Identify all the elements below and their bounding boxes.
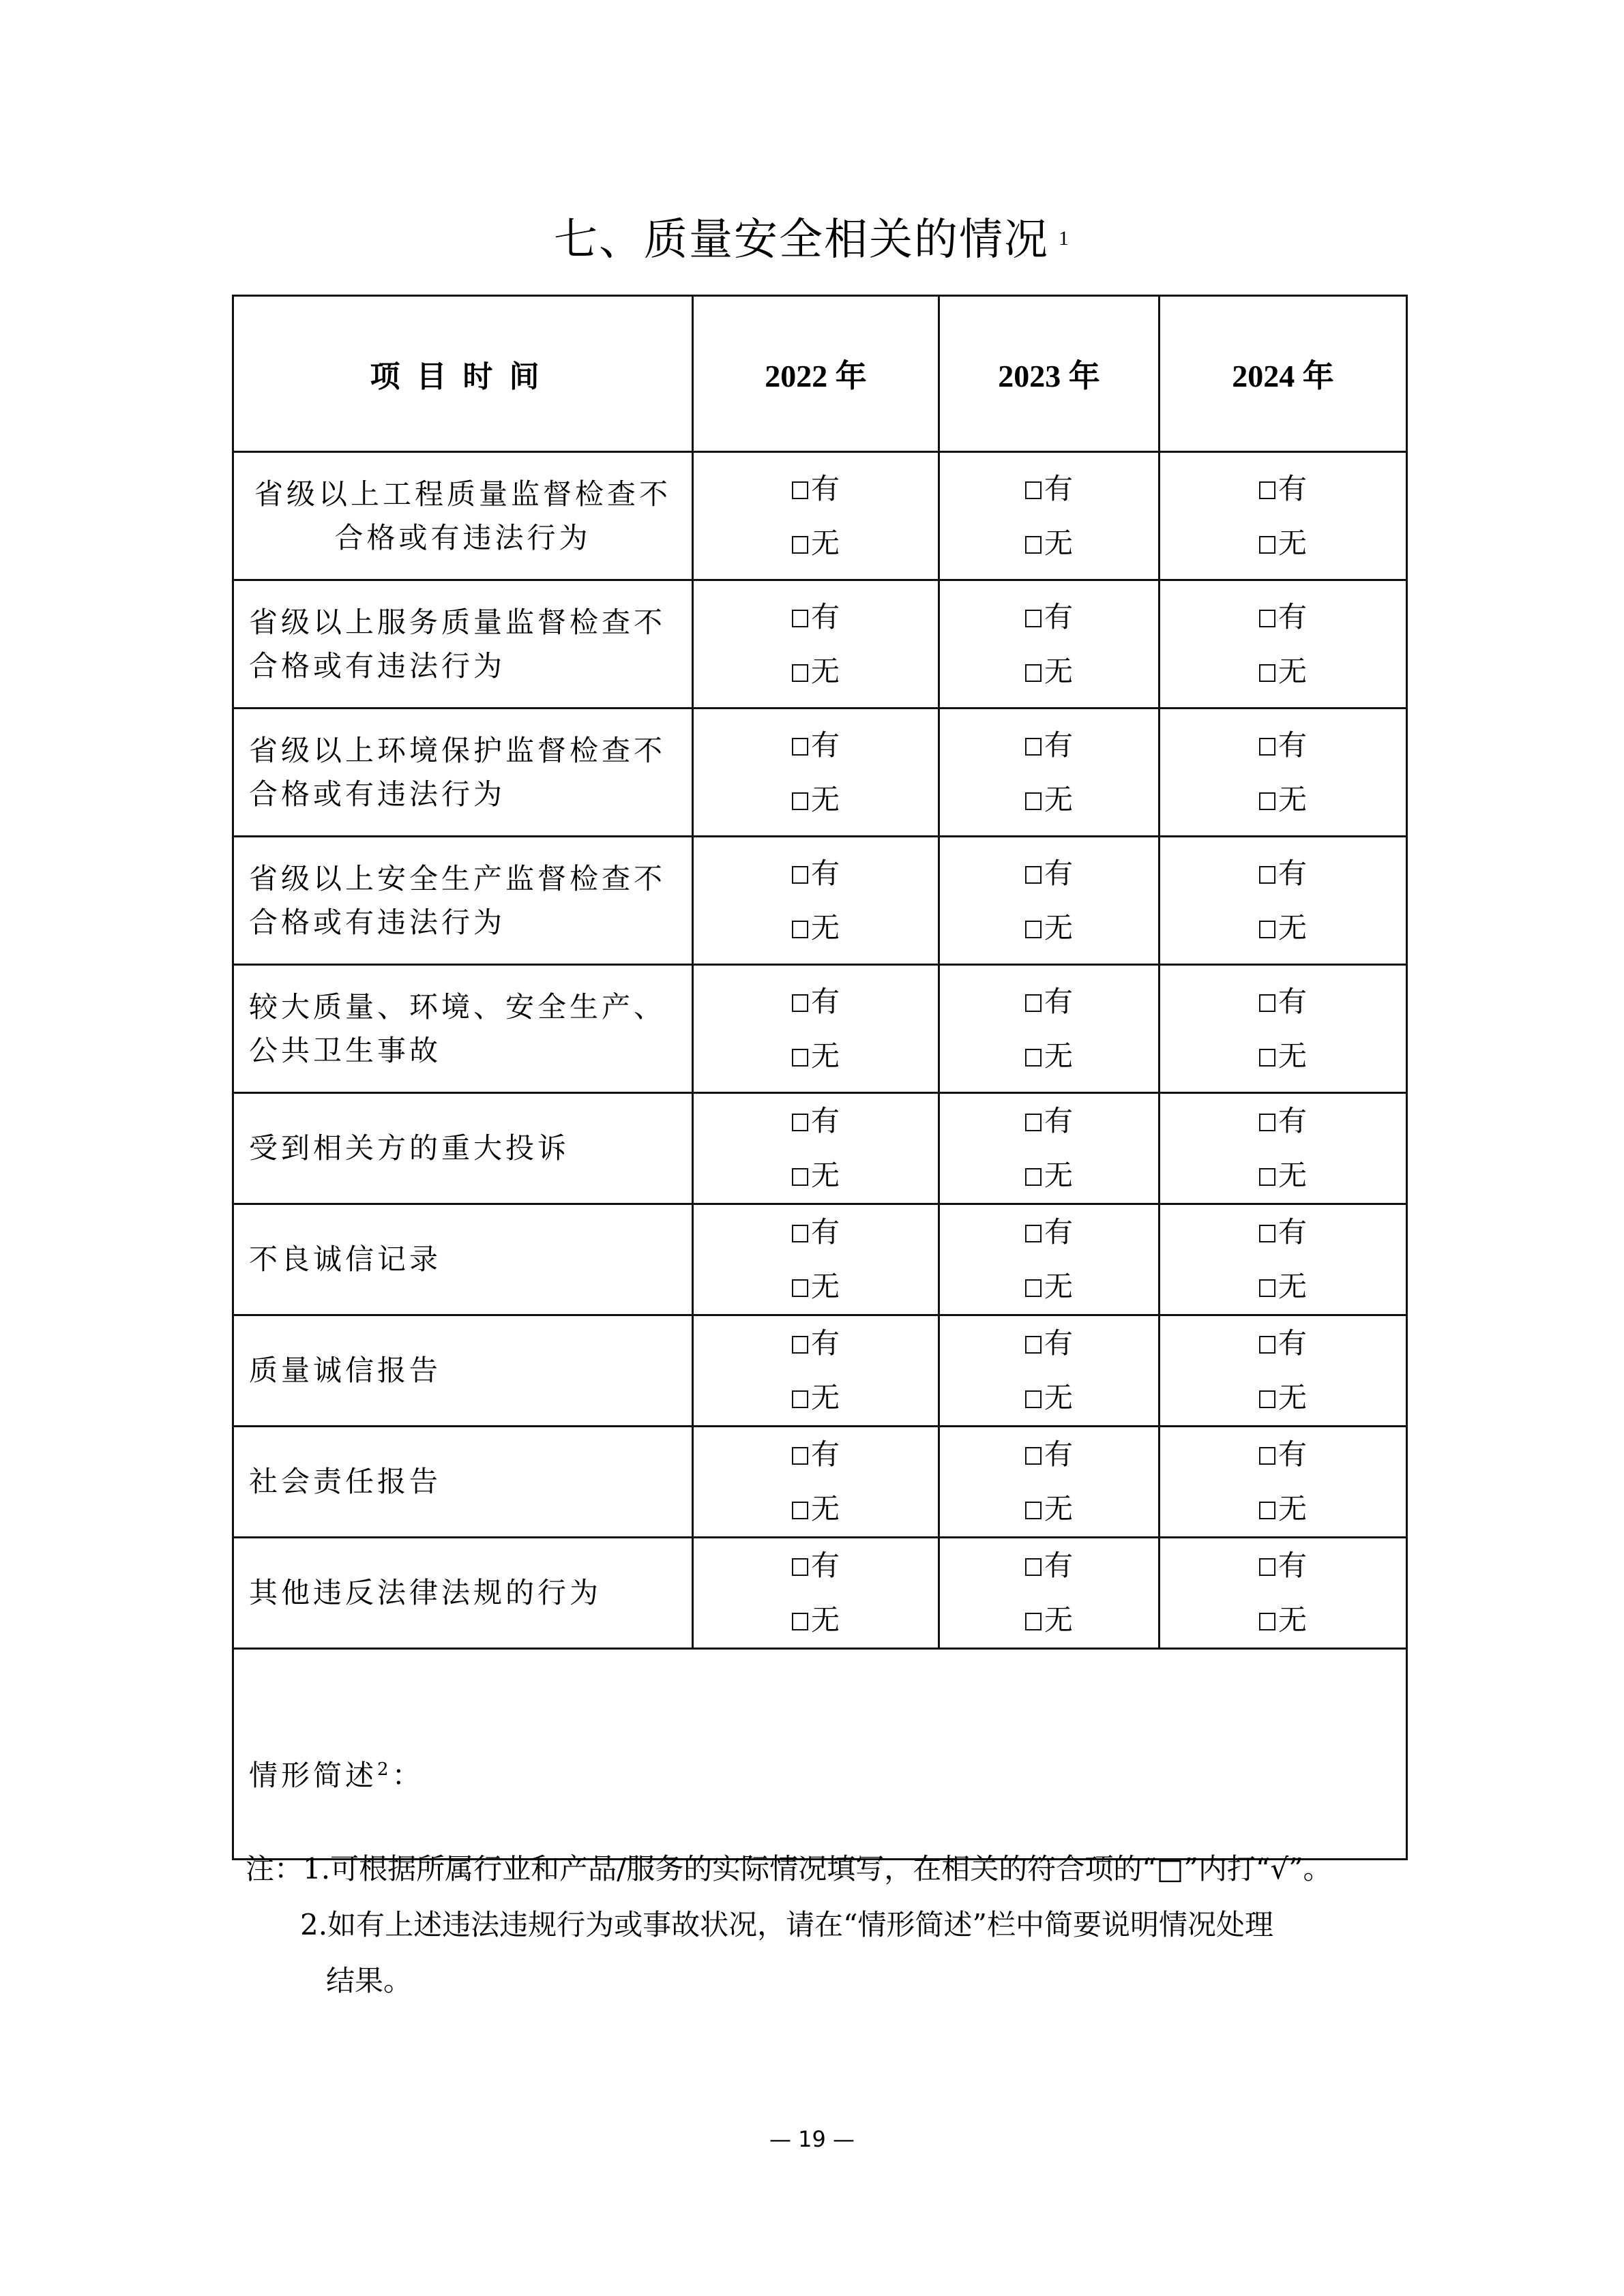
year-options-cell — [692, 837, 939, 965]
row-label: 省级以上环境保护监督检查不合格或有违法行为 — [233, 709, 693, 837]
checkbox-icon[interactable] — [1025, 1114, 1042, 1131]
header-item-time — [233, 296, 693, 452]
row-label: 其他违反法律法规的行为 — [233, 1538, 693, 1649]
table-row — [233, 1315, 1407, 1427]
option-no[interactable] — [940, 1482, 1158, 1536]
checkbox-icon[interactable] — [792, 1558, 808, 1576]
option-label: 有 — [1278, 471, 1307, 505]
option-label: 有 — [1278, 1437, 1307, 1471]
page-number: — 19 — — [769, 2126, 855, 2152]
option-label: 有 — [1044, 728, 1073, 762]
option-yes[interactable] — [694, 1316, 938, 1371]
option-yes[interactable] — [694, 1094, 938, 1148]
checkbox-icon[interactable] — [1025, 1168, 1042, 1186]
option-label: 有 — [1044, 1104, 1073, 1137]
title-footnote-marker: 1 — [1059, 227, 1070, 250]
year-options-cell — [1159, 1204, 1406, 1315]
option-no[interactable] — [694, 1259, 938, 1314]
checkbox-icon[interactable] — [1025, 866, 1042, 884]
checkbox-icon[interactable] — [1025, 994, 1042, 1012]
option-label: 无 — [810, 1270, 840, 1303]
option-label: 无 — [1044, 782, 1073, 816]
option-no[interactable] — [940, 516, 1158, 571]
footnotes — [246, 1841, 1419, 2009]
option-yes[interactable] — [940, 846, 1158, 901]
header-year-label: 2022 年 — [765, 359, 867, 393]
year-options-cell — [939, 1093, 1160, 1204]
option-no[interactable] — [1160, 1371, 1406, 1425]
header-year-label: 2024 年 — [1232, 359, 1334, 393]
option-label: 无 — [1278, 654, 1307, 688]
checkbox-icon[interactable] — [1259, 1447, 1275, 1465]
option-no[interactable] — [940, 1593, 1158, 1648]
option-yes[interactable] — [1160, 462, 1406, 516]
option-no[interactable] — [940, 901, 1158, 955]
year-options-cell — [1159, 965, 1406, 1093]
option-yes[interactable] — [940, 718, 1158, 773]
option-label: 无 — [1278, 1159, 1307, 1192]
option-label: 有 — [810, 471, 840, 505]
checkbox-icon[interactable] — [1025, 1558, 1042, 1576]
checkbox-icon[interactable] — [1025, 1390, 1042, 1408]
year-options-cell — [692, 452, 939, 580]
checkbox-icon[interactable] — [1259, 921, 1275, 938]
situation-field[interactable] — [233, 1649, 1407, 1860]
year-options-cell — [939, 837, 1160, 965]
option-label: 无 — [810, 526, 840, 560]
checkbox-icon[interactable] — [1025, 921, 1042, 938]
checkbox-icon[interactable] — [1025, 1279, 1042, 1297]
table-row — [233, 709, 1407, 837]
checkbox-icon[interactable] — [1259, 1558, 1275, 1576]
option-label: 有 — [1044, 1326, 1073, 1360]
option-no[interactable] — [1160, 1482, 1406, 1536]
option-label: 无 — [1044, 1159, 1073, 1192]
option-label: 无 — [1278, 1603, 1307, 1637]
option-label: 无 — [810, 1381, 840, 1414]
checkbox-icon[interactable] — [1259, 1168, 1275, 1186]
checkbox-icon[interactable] — [1259, 1390, 1275, 1408]
checkbox-icon[interactable] — [1025, 481, 1042, 499]
option-no[interactable] — [694, 773, 938, 827]
option-label: 有 — [810, 984, 840, 1018]
checkbox-icon[interactable] — [1025, 1613, 1042, 1630]
option-label: 无 — [1044, 1039, 1073, 1073]
checkbox-icon[interactable] — [1259, 1336, 1275, 1354]
option-yes[interactable] — [940, 1427, 1158, 1482]
option-label: 有 — [1278, 1326, 1307, 1360]
option-label: 有 — [1278, 599, 1307, 633]
option-label: 有 — [810, 856, 840, 890]
year-options-cell — [939, 709, 1160, 837]
option-yes[interactable] — [1160, 1538, 1406, 1593]
option-yes[interactable] — [694, 718, 938, 773]
table-header-row — [233, 296, 1407, 452]
option-label: 无 — [1278, 782, 1307, 816]
option-no[interactable] — [940, 1259, 1158, 1314]
checkbox-icon[interactable] — [792, 866, 808, 884]
checkbox-icon[interactable] — [1025, 1336, 1042, 1354]
option-no[interactable] — [1160, 644, 1406, 699]
option-label: 无 — [810, 1603, 840, 1637]
option-yes[interactable] — [694, 590, 938, 644]
option-yes[interactable] — [1160, 718, 1406, 773]
option-no[interactable] — [694, 1593, 938, 1648]
table-row — [233, 837, 1407, 965]
checkbox-icon[interactable] — [1259, 610, 1275, 627]
option-no[interactable] — [694, 1482, 938, 1536]
option-label: 无 — [1044, 1381, 1073, 1414]
option-label: 有 — [810, 599, 840, 633]
header-year-2023 — [939, 296, 1160, 452]
quality-safety-table — [232, 295, 1408, 1860]
year-options-cell — [939, 1315, 1160, 1427]
option-label: 有 — [1044, 984, 1073, 1018]
option-label: 有 — [1044, 1215, 1073, 1249]
checkbox-icon[interactable] — [792, 1168, 808, 1186]
option-label: 有 — [1278, 1104, 1307, 1137]
year-options-cell — [939, 1427, 1160, 1538]
checkbox-icon[interactable] — [792, 1114, 808, 1131]
option-yes[interactable] — [940, 974, 1158, 1029]
option-no[interactable] — [940, 773, 1158, 827]
year-options-cell — [939, 1538, 1160, 1649]
option-label: 无 — [1278, 1270, 1307, 1303]
checkbox-icon[interactable] — [792, 792, 808, 810]
checkbox-icon[interactable] — [1259, 1613, 1275, 1630]
checkbox-icon[interactable] — [792, 1447, 808, 1465]
option-label: 有 — [1044, 856, 1073, 890]
option-label: 无 — [1044, 1603, 1073, 1637]
year-options-cell — [1159, 837, 1406, 965]
option-yes[interactable] — [1160, 590, 1406, 644]
year-options-cell — [1159, 1093, 1406, 1204]
table-row — [233, 452, 1407, 580]
year-options-cell — [692, 709, 939, 837]
option-no[interactable] — [1160, 773, 1406, 827]
checkbox-icon[interactable] — [1259, 866, 1275, 884]
year-options-cell — [692, 1093, 939, 1204]
checkbox-icon[interactable] — [792, 994, 808, 1012]
option-label: 无 — [810, 1492, 840, 1525]
year-options-cell — [1159, 1427, 1406, 1538]
option-yes[interactable] — [940, 1205, 1158, 1259]
year-options-cell — [939, 452, 1160, 580]
checkbox-icon[interactable] — [1025, 738, 1042, 756]
option-label: 无 — [1044, 910, 1073, 944]
checkbox-icon[interactable] — [1259, 1279, 1275, 1297]
option-label: 有 — [1044, 599, 1073, 633]
year-options-cell — [692, 1538, 939, 1649]
option-label: 无 — [810, 910, 840, 944]
section-title-text: 七、质量安全相关的情况 — [554, 215, 1049, 265]
option-no[interactable] — [694, 901, 938, 955]
row-label: 较大质量、环境、安全生产、公共卫生事故 — [233, 965, 693, 1093]
checkbox-icon[interactable] — [1259, 1114, 1275, 1131]
year-options-cell — [939, 580, 1160, 709]
option-yes[interactable] — [940, 1094, 1158, 1148]
checkbox-icon[interactable] — [1025, 1502, 1042, 1519]
option-label: 有 — [810, 1549, 840, 1582]
option-yes[interactable] — [694, 974, 938, 1029]
option-yes[interactable] — [940, 1316, 1158, 1371]
situation-row — [233, 1649, 1407, 1860]
option-no[interactable] — [1160, 1148, 1406, 1203]
checkbox-icon[interactable] — [792, 1336, 808, 1354]
year-options-cell — [1159, 452, 1406, 580]
option-label: 无 — [1044, 1492, 1073, 1525]
row-label: 不良诚信记录 — [233, 1204, 693, 1315]
option-no[interactable] — [1160, 1593, 1406, 1648]
option-yes[interactable] — [1160, 846, 1406, 901]
year-options-cell — [692, 1204, 939, 1315]
checkbox-icon[interactable] — [792, 1613, 808, 1630]
checkbox-icon[interactable] — [792, 1502, 808, 1519]
option-yes[interactable] — [940, 462, 1158, 516]
option-label: 有 — [1278, 728, 1307, 762]
option-label: 无 — [1044, 1270, 1073, 1303]
option-yes[interactable] — [940, 1538, 1158, 1593]
row-label: 社会责任报告 — [233, 1427, 693, 1538]
option-yes[interactable] — [1160, 1427, 1406, 1482]
checkbox-icon[interactable] — [1259, 481, 1275, 499]
option-label: 无 — [1278, 1492, 1307, 1525]
option-label: 无 — [1044, 654, 1073, 688]
checkbox-icon[interactable] — [1259, 792, 1275, 810]
checkbox-icon[interactable] — [1259, 664, 1275, 682]
header-year-2024 — [1159, 296, 1406, 452]
year-options-cell — [1159, 1315, 1406, 1427]
option-yes[interactable] — [1160, 1316, 1406, 1371]
option-yes[interactable] — [1160, 974, 1406, 1029]
checkbox-icon[interactable] — [792, 921, 808, 938]
checkbox-icon[interactable] — [1259, 994, 1275, 1012]
checkbox-icon[interactable] — [792, 1390, 808, 1408]
note-2-continued: 结果。 — [326, 1964, 413, 1997]
checkbox-icon[interactable] — [1259, 1225, 1275, 1242]
option-label: 有 — [810, 1104, 840, 1137]
option-yes[interactable] — [694, 1538, 938, 1593]
row-label: 省级以上服务质量监督检查不合格或有违法行为 — [233, 580, 693, 709]
option-no[interactable] — [1160, 1029, 1406, 1084]
checkbox-icon[interactable] — [792, 738, 808, 756]
year-options-cell — [939, 965, 1160, 1093]
table-row — [233, 1538, 1407, 1649]
header-year-2022 — [692, 296, 939, 452]
option-no[interactable] — [694, 516, 938, 571]
year-options-cell — [692, 965, 939, 1093]
option-no[interactable] — [1160, 901, 1406, 955]
note-2: 2.如有上述违法违规行为或事故状况，请在“情形简述”栏中简要说明情况处理 — [300, 1908, 1274, 1941]
checkbox-icon[interactable] — [792, 536, 808, 554]
checkbox-icon[interactable] — [1025, 536, 1042, 554]
option-label: 有 — [810, 1326, 840, 1360]
situation-label: 情形简述 — [249, 1759, 378, 1792]
option-label: 无 — [1278, 910, 1307, 944]
option-label: 无 — [1278, 526, 1307, 560]
situation-footnote-marker: 2 — [377, 1759, 392, 1780]
checkbox-icon[interactable] — [792, 481, 808, 499]
option-no[interactable] — [694, 1029, 938, 1084]
checkbox-icon[interactable] — [1259, 738, 1275, 756]
section-title — [0, 205, 1624, 267]
situation-colon: ： — [392, 1759, 424, 1792]
option-label: 无 — [810, 782, 840, 816]
option-label: 有 — [1278, 984, 1307, 1018]
option-label: 有 — [1278, 856, 1307, 890]
option-no[interactable] — [940, 644, 1158, 699]
option-label: 有 — [1044, 471, 1073, 505]
header-year-label: 2023 年 — [998, 359, 1100, 393]
option-yes[interactable] — [1160, 1205, 1406, 1259]
checkbox-icon[interactable] — [792, 1225, 808, 1242]
year-options-cell — [692, 580, 939, 709]
year-options-cell — [692, 1315, 939, 1427]
option-yes[interactable] — [940, 590, 1158, 644]
year-options-cell — [1159, 709, 1406, 837]
option-label: 有 — [1278, 1215, 1307, 1249]
option-no[interactable] — [940, 1148, 1158, 1203]
checkbox-icon[interactable] — [1025, 1225, 1042, 1242]
row-label: 质量诚信报告 — [233, 1315, 693, 1427]
option-yes[interactable] — [694, 1427, 938, 1482]
checkbox-icon[interactable] — [792, 664, 808, 682]
option-no[interactable] — [694, 1371, 938, 1425]
checkbox-icon[interactable] — [1025, 610, 1042, 627]
option-label: 无 — [1278, 1381, 1307, 1414]
table-row — [233, 1204, 1407, 1315]
checkbox-icon[interactable] — [1259, 1502, 1275, 1519]
option-no[interactable] — [1160, 1259, 1406, 1314]
year-options-cell — [692, 1427, 939, 1538]
year-options-cell — [939, 1204, 1160, 1315]
option-label: 有 — [810, 1215, 840, 1249]
option-label: 有 — [810, 1437, 840, 1471]
checkbox-icon[interactable] — [1259, 1049, 1275, 1067]
option-label: 无 — [1278, 1039, 1307, 1073]
option-label: 有 — [1278, 1549, 1307, 1582]
option-label: 无 — [1044, 526, 1073, 560]
table-row — [233, 580, 1407, 709]
option-label: 无 — [810, 654, 840, 688]
option-yes[interactable] — [694, 462, 938, 516]
option-yes[interactable] — [1160, 1094, 1406, 1148]
header-item-label: 项目时间 — [370, 359, 556, 394]
checkbox-icon[interactable] — [1025, 1447, 1042, 1465]
year-options-cell — [1159, 1538, 1406, 1649]
checkbox-icon[interactable] — [792, 1279, 808, 1297]
option-no[interactable] — [694, 644, 938, 699]
row-label: 受到相关方的重大投诉 — [233, 1093, 693, 1204]
note-1: 注：1.可根据所属行业和产品/服务的实际情况填写，在相关的符合项的“□”内打“√”。 — [246, 1852, 1332, 1885]
option-label: 有 — [1044, 1437, 1073, 1471]
option-no[interactable] — [1160, 516, 1406, 571]
option-no[interactable] — [940, 1029, 1158, 1084]
checkbox-icon[interactable] — [1025, 664, 1042, 682]
option-label: 有 — [810, 728, 840, 762]
option-no[interactable] — [694, 1148, 938, 1203]
option-label: 无 — [810, 1159, 840, 1192]
row-label: 省级以上安全生产监督检查不合格或有违法行为 — [233, 837, 693, 965]
table-row — [233, 965, 1407, 1093]
checkbox-icon[interactable] — [792, 1049, 808, 1067]
option-label: 无 — [810, 1039, 840, 1073]
option-label: 有 — [1044, 1549, 1073, 1582]
option-no[interactable] — [940, 1371, 1158, 1425]
table-row — [233, 1427, 1407, 1538]
year-options-cell — [1159, 580, 1406, 709]
table-row — [233, 1093, 1407, 1204]
checkbox-icon[interactable] — [1025, 1049, 1042, 1067]
checkbox-icon[interactable] — [1259, 536, 1275, 554]
row-label: 省级以上工程质量监督检查不合格或有违法行为 — [233, 452, 693, 580]
option-yes[interactable] — [694, 1205, 938, 1259]
checkbox-icon[interactable] — [792, 610, 808, 627]
checkbox-icon[interactable] — [1025, 792, 1042, 810]
option-yes[interactable] — [694, 846, 938, 901]
